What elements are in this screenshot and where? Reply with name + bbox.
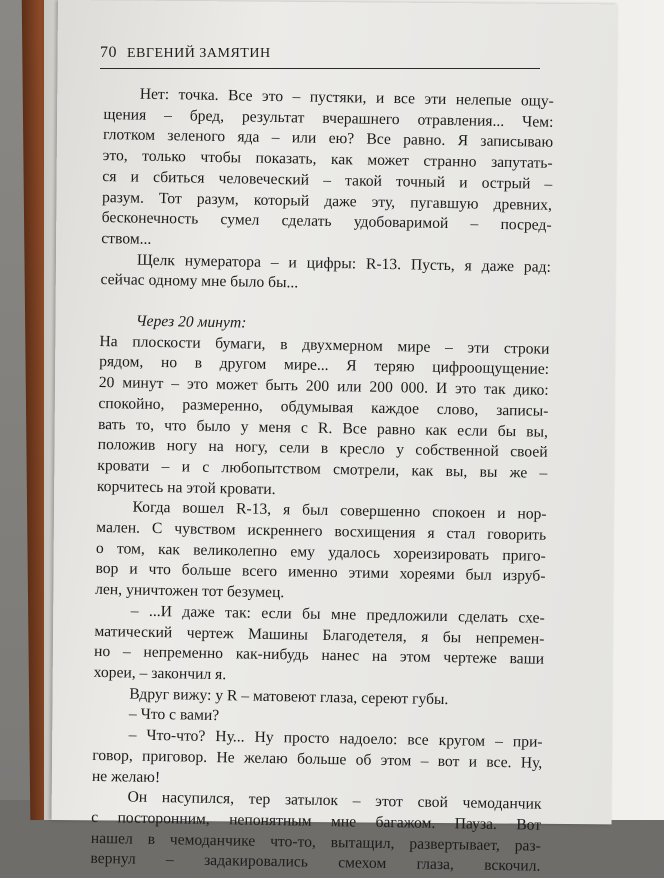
running-header-author: ЕВГЕНИЙ ЗАМЯТИН bbox=[127, 46, 271, 61]
text-line: вернул – задакировались смехом глаза, вскочил. bbox=[90, 850, 541, 876]
text-line: Он насупился, тер затылок – этот свой чемоданчик bbox=[127, 788, 542, 813]
text-line: Нет: точка. Все это – пустяки, и все эти нелепые ощу- bbox=[139, 85, 554, 110]
text-line: мален. С чувством искреннего восхищения я стал говорить bbox=[96, 518, 547, 544]
text-line: матический чертеж Машины Благодетеля, я бы непремен- bbox=[94, 622, 545, 648]
text-line: это, только чтобы показать, как может странно запутать- bbox=[102, 147, 553, 172]
text-line: кровати – и с любопытством смотрели, как вы, вы же – bbox=[97, 456, 548, 482]
text-line: глотком зеленого яда – или ею? Все равно. Я записываю bbox=[102, 126, 554, 152]
page-number: 70 bbox=[100, 44, 117, 61]
text-line: вор и что больше всего именно этими хореями был изруб- bbox=[95, 560, 546, 586]
text-line: рядом, но в другом мире... Я теряю цифроощущение: bbox=[99, 353, 550, 379]
text-line: вать то, что было у меня с R. Все равно как если бы вы, bbox=[97, 415, 549, 441]
text-line: разум. Тот разум, который даже эту, пугавшую древних, bbox=[101, 188, 553, 214]
text-line: но – непременно как-нибудь нанес на этом чертеже ваши bbox=[93, 643, 545, 669]
text-line: положив ногу на ногу, сели в кресло у собственной своей bbox=[97, 436, 548, 462]
text-line: о том, как великолепно ему удалось хореизировать приго- bbox=[95, 539, 546, 565]
text-line: бесконечность сумел сделать удобоваримой – посред- bbox=[101, 209, 552, 235]
text-line: ся и сбиться человеческий – такой точный и острый – bbox=[102, 167, 553, 193]
text-line: щения – бред, результат вчерашнего отравления... Чем: bbox=[103, 105, 554, 131]
text-line: Вдруг вижу: у R – матовеют глаза, сереют губы. bbox=[129, 685, 449, 708]
text-line: – Что-что? Ну... Ну просто надоело: все кругом – при- bbox=[128, 726, 543, 751]
text-line: спокойно, размеренно, обдумывая каждое слово, записы- bbox=[98, 394, 549, 420]
text-line: На плоскости бумаги, в двухмерном мире – эти строки bbox=[99, 332, 550, 358]
text-line: нашел в чемоданчике что-то, вытащил, развертывает, раз- bbox=[90, 829, 541, 855]
text-line: Щелк нумератора – и цифры: R-13. Пусть, я даже рад: bbox=[136, 251, 552, 276]
body-text bbox=[90, 84, 554, 878]
text-line: корчитесь на этой кровати. bbox=[96, 477, 276, 498]
text-line: не желаю! bbox=[91, 767, 161, 786]
text-line: ством... bbox=[101, 229, 152, 248]
text-line: лен, уничтожен тот безумец. bbox=[95, 581, 285, 602]
text-line: 20 минут – это может быть 200 или 200 000. И это так дико: bbox=[98, 374, 549, 399]
text-line: говор, приговор. Не желаю больше об этом – вот и все. Ну, bbox=[92, 746, 543, 772]
section-heading: Через 20 минут: bbox=[135, 312, 247, 332]
running-header bbox=[100, 44, 540, 69]
text-line: – Что с вами? bbox=[128, 705, 220, 725]
text-line: сейчас одному мне было бы... bbox=[100, 271, 299, 292]
text-line: Когда вошел R-13, я был совершенно спокоен и нор- bbox=[132, 498, 547, 524]
text-line: хореи, – закончил я. bbox=[93, 663, 227, 684]
text-line: с посторонним, непонятным мне багажом. Пауза. Вот bbox=[91, 808, 542, 834]
text-line: – ...И даже так: если бы мне предложили сделать схе- bbox=[130, 602, 545, 627]
